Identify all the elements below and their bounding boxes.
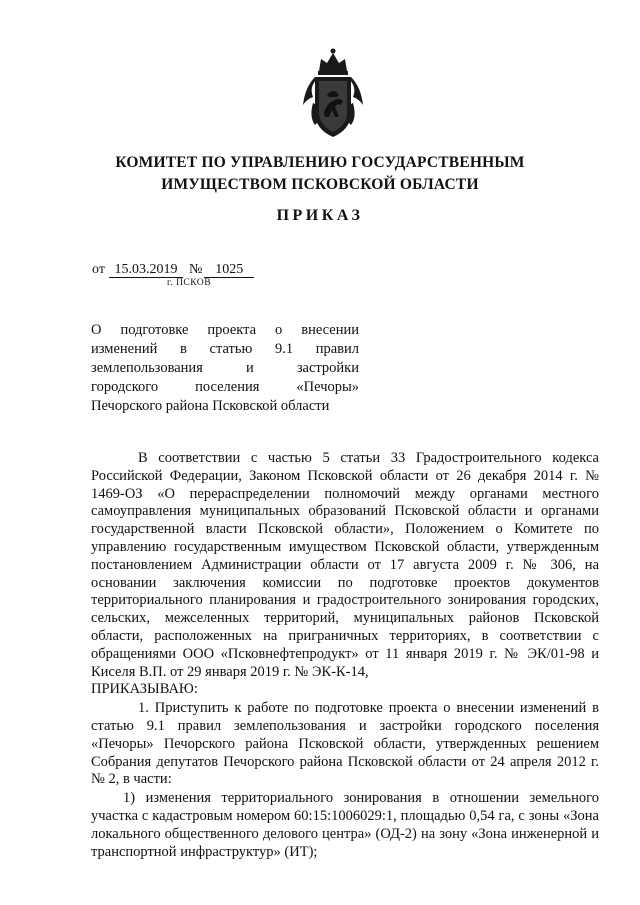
order-date: 15.03.2019 xyxy=(109,263,183,278)
order-meta xyxy=(92,262,254,278)
order-body xyxy=(91,450,599,861)
preamble-paragraph: В соответствии с частью 5 статьи 33 Градостроительного кодекса Российской Федерации, Законом Псковской области от 26 декабря 2014 г. № 1469-ОЗ «О перераспределении полномочий между органами местного самоуправления муниципальных образований Псковской области и органами государственной власти Псковской области», Положением о Комитете по управлению государственным имуществом Псковской области, утвержденным постановлением Администрации области от 17 августа 2009 г. № 306, на основании заключения комиссии по подготовке проектов документов территориального планирования и градостроительного зонирования городских, сельских, межселенных территорий, муниципальных районов Псковской области, расположенных на приграничных территориях, в соответствии с обращениями ООО «Псковнефтепродукт» от 11 января 2019 г. № ЭК/01-98 и Киселя В.П. от 29 января 2019 г. № ЭК-К-14, xyxy=(91,450,599,680)
subject-line3: землепользования и застройки xyxy=(91,360,359,376)
item-1-1-paragraph: 1) изменения территориального зонирования в отношении земельного участка с кадастровым номером 60:15:1006029:1, площадью 0,54 га, с зоны «Зона локального общественного делового центра» (ОД-2) на зону «Зона инженерной и транспортной инфраструктур» (ИТ); xyxy=(91,790,599,860)
city-label: г. ПСКОВ xyxy=(167,278,212,288)
subject-line4: городского поселения «Печоры» xyxy=(91,379,359,395)
order-number: 1025 xyxy=(204,263,254,278)
committee-name xyxy=(0,152,640,196)
subject-line2: изменений в статью 9.1 правил xyxy=(91,341,359,357)
subject-line1: О подготовке проекта о внесении xyxy=(91,322,359,338)
subject-line5: Печорского района Псковской области xyxy=(91,398,330,414)
item-1-paragraph: 1. Приступить к работе по подготовке проекта о внесении изменений в статью 9.1 правил землепользования и застройки городского поселения «Печоры» Печорского района Псковской области, утвержденных решением Собрания депутатов Печорского района Псковской области от 24 апреля 2012 г. № 2, в части: xyxy=(91,700,599,788)
number-sign: № xyxy=(188,262,203,277)
committee-name-line2: ИМУЩЕСТВОМ ПСКОВСКОЙ ОБЛАСТИ xyxy=(161,176,479,193)
order-word: ПРИКАЗЫВАЮ: xyxy=(91,681,198,698)
coat-of-arms-emblem xyxy=(297,47,369,139)
committee-name-line1: КОМИТЕТ ПО УПРАВЛЕНИЮ ГОСУДАРСТВЕННЫМ xyxy=(115,154,525,171)
from-label: от xyxy=(92,262,105,277)
order-title: ПРИКАЗ xyxy=(276,207,364,224)
order-subject xyxy=(91,321,359,416)
